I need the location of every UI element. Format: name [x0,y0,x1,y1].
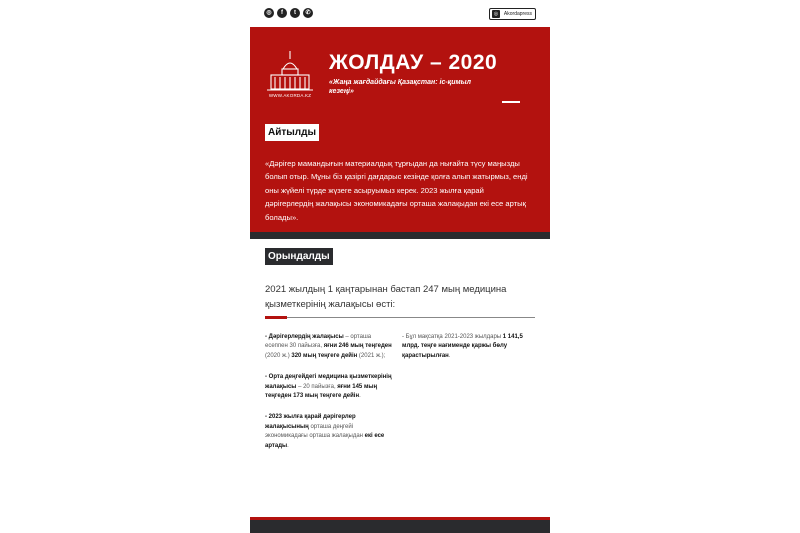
infographic-card [250,0,550,533]
list-item [265,373,395,401]
list-item [265,333,395,361]
item-text: . [448,352,451,359]
quote-text: «Дәрігер мамандығын материалдық тұрғыдан да нығайта түсу маңызды болып отыр. Мұны біз қазіргі дағдарыс кезінде қолға алып жатырмыз, енді оны жүйелі түрде жүзеге асыруымыз керек. 2023 жылға қарай дәрігерлердің жалақысы экономикадағы орташа жалақыдан екі есе артық болады». [265,159,528,222]
item-text: - Бұл мақсатқа 2021-2023 жылдары [402,334,503,340]
instagram-icon[interactable]: ◎ [264,8,274,18]
item-bold: 320 мың теңгеге дейін [291,352,358,359]
item-text: (2021 ж.); [357,352,386,359]
item-bold: - Орта деңгейдегі медицина қызметкерінің жалақысы [265,374,392,390]
item-text: орташа деңгейі экономикадағы орташа жалақыдан [265,423,365,440]
handle-text: Akordapress [503,11,532,17]
section-label-said: Айтылды [265,124,319,141]
list-item [402,333,532,361]
facebook-icon[interactable]: f [277,8,287,18]
handle-badge[interactable] [489,8,536,20]
item-text: (2020 ж.) [265,352,292,359]
item-bold: - Дәрігерлердің жалақысы [265,334,344,340]
title-divider [502,101,520,103]
twitter-icon[interactable]: t [290,8,300,18]
item-bold: яғни 145 мың теңгеден 173 мың теңгеге дейін [265,383,378,400]
instagram-icon: ◎ [493,11,499,17]
column-left [265,333,395,463]
item-text: – орташа есеппен 30 пайызға, [265,334,372,350]
item-text: – 20 пайызға, [296,383,338,390]
social-icons [264,8,313,18]
item-bold: екі есе артады [265,433,385,449]
lead-divider [265,317,535,318]
lead-text: 2021 жылдың 1 қаңтарынан бастап 247 мың медицина қызметкерінің жалақысы өсті: [265,284,507,310]
footer-bar [250,520,550,533]
item-text: . [359,393,361,400]
item-bold: 1 141,5 млрд. теңге нағименде қаржы бөлу қарастырылған [402,334,523,359]
column-right [402,333,532,373]
section-label-done: Орындалды [265,248,333,265]
header-panel [250,27,550,232]
page-subtitle: «Жаңа жағдайдағы Қазақстан: іс-қимыл кезеңі» [329,79,471,95]
whatsapp-icon[interactable]: ✆ [303,8,313,18]
section-divider [250,232,550,239]
list-item [265,413,395,451]
lead-accent [265,316,287,319]
logo-url: WWW.AKORDA.KZ [268,93,312,98]
item-bold: - 2023 жылға қарай дәрігерлер жалақысының [265,414,356,430]
item-text: . [287,442,289,449]
page-title: ЖОЛДАУ – 2020 [329,51,498,74]
top-bar [250,0,550,27]
item-bold: яғни 246 мың теңгеден [323,343,392,350]
